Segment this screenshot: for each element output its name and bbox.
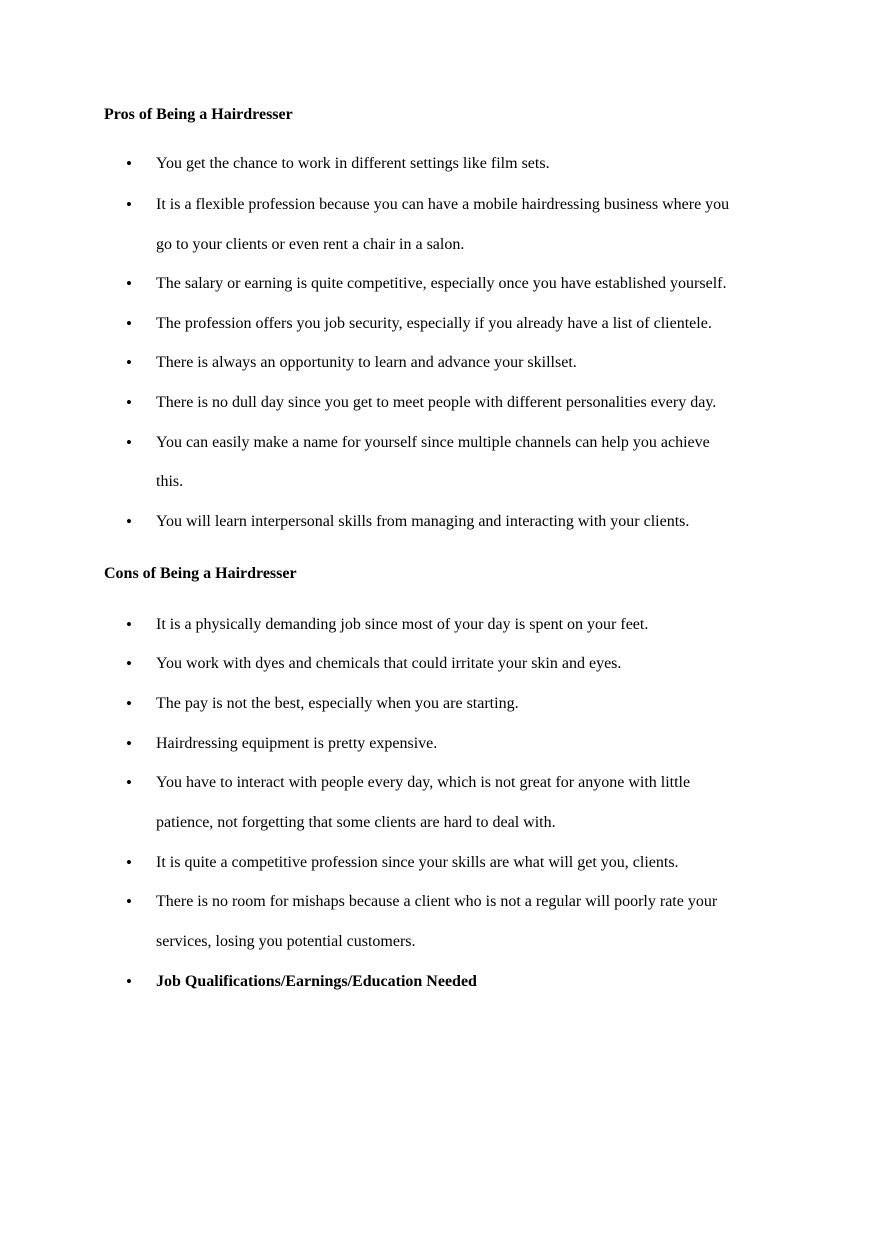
list-item-text: You get the chance to work in different settings like film sets.: [156, 155, 550, 172]
list-item-text: You will learn interpersonal skills from managing and interacting with your clients.: [156, 513, 690, 530]
list-item-text: It is a physically demanding job since most of your day is spent on your feet.: [156, 616, 649, 633]
bullet-icon: •: [126, 892, 132, 911]
list-item-text-continued: services, losing you potential customers.: [156, 933, 416, 950]
list-item-text: There is always an opportunity to learn and advance your skillset.: [156, 354, 577, 371]
bullet-icon: •: [126, 353, 132, 372]
list-item-text-continued: this.: [156, 473, 184, 490]
bullet-icon: •: [126, 154, 132, 173]
bullet-icon: •: [126, 314, 132, 333]
job-qualifications-heading: Job Qualifications/Earnings/Education Needed: [156, 973, 477, 990]
bullet-icon: •: [126, 393, 132, 412]
bullet-icon: •: [126, 853, 132, 872]
list-item-text: It is a flexible profession because you can have a mobile hairdressing business where you: [156, 196, 730, 213]
list-item-text: You work with dyes and chemicals that could irritate your skin and eyes.: [156, 655, 622, 672]
list-item-text-continued: patience, not forgetting that some clients are hard to deal with.: [156, 814, 556, 831]
list-item-text: You have to interact with people every day, which is not great for anyone with little: [156, 774, 691, 791]
cons-heading: Cons of Being a Hairdresser: [104, 565, 297, 582]
list-item-text: The pay is not the best, especially when you are starting.: [156, 695, 519, 712]
list-item-text: You can easily make a name for yourself since multiple channels can help you achieve: [156, 434, 710, 451]
list-item-text: It is quite a competitive profession since your skills are what will get you, clients.: [156, 854, 679, 871]
bullet-icon: •: [126, 195, 132, 214]
list-item-text: There is no room for mishaps because a client who is not a regular will poorly rate your: [156, 893, 718, 910]
list-item-text: There is no dull day since you get to meet people with different personalities every day.: [156, 394, 717, 411]
bullet-icon: •: [126, 694, 132, 713]
bullet-icon: •: [126, 972, 132, 991]
list-item-text: The profession offers you job security, especially if you already have a list of clientele.: [156, 315, 712, 332]
bullet-icon: •: [126, 512, 132, 531]
list-item-text-continued: go to your clients or even rent a chair in a salon.: [156, 236, 465, 253]
list-item-text: Hairdressing equipment is pretty expensive.: [156, 735, 438, 752]
bullet-icon: •: [126, 274, 132, 293]
list-item-text: The salary or earning is quite competitive, especially once you have established yourself.: [156, 275, 727, 292]
bullet-icon: •: [126, 433, 132, 452]
pros-heading: Pros of Being a Hairdresser: [104, 106, 293, 123]
bullet-icon: •: [126, 734, 132, 753]
bullet-icon: •: [126, 654, 132, 673]
bullet-icon: •: [126, 773, 132, 792]
bullet-icon: •: [126, 615, 132, 634]
